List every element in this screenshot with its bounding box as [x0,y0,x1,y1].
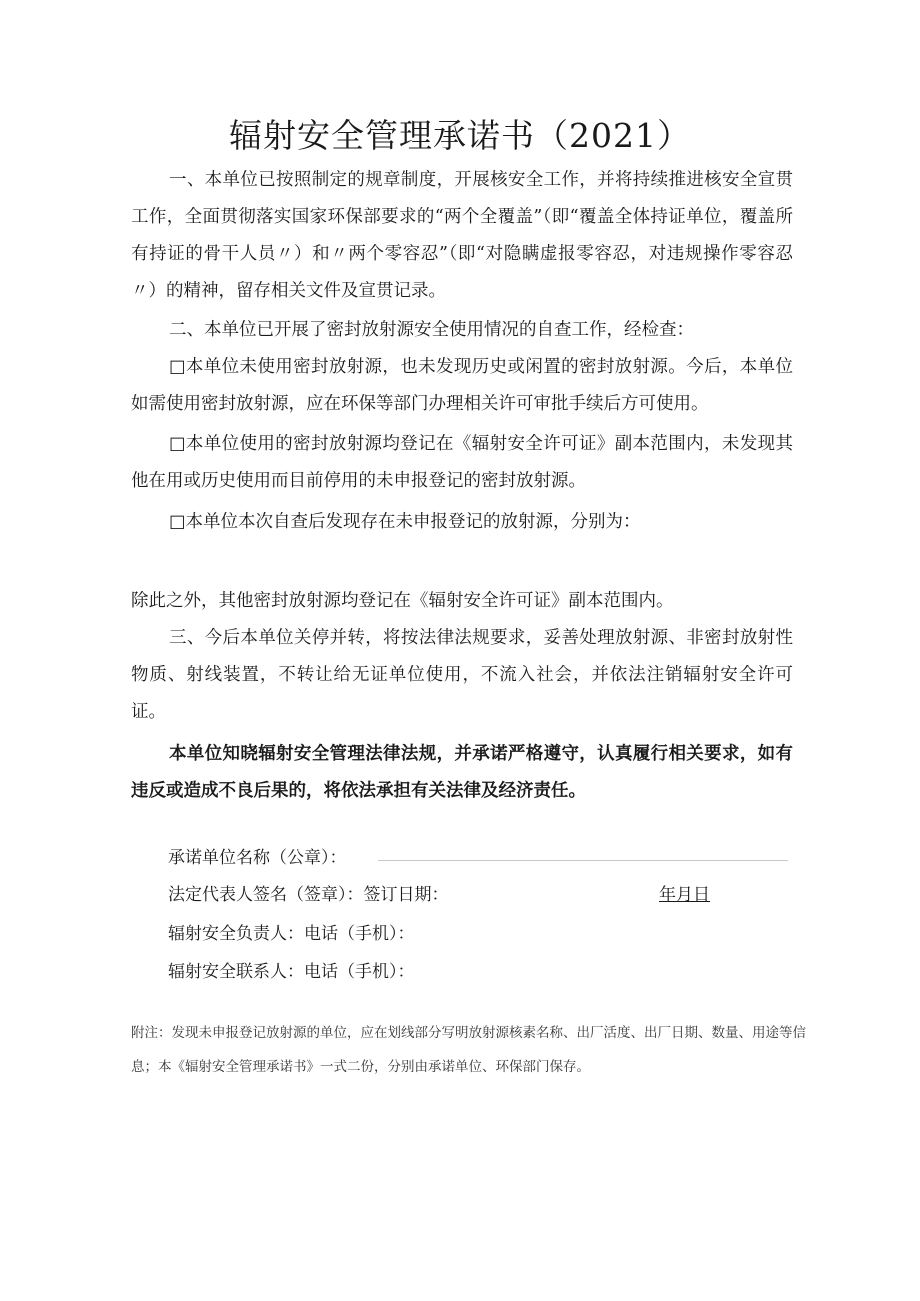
option-all-registered: □本单位使用的密封放射源均登记在《辐射安全许可证》副本范围内，未发现其他在用或历史使用而目前停用的未申报登记的密封放射源。 [131,434,793,491]
option-no-sealed-source: □本单位未使用密封放射源，也未发现历史或闲置的密封放射源。今后，本单位如需使用密封放射源，应在环保等部门办理相关许可审批手续后方可使用。 [131,357,793,414]
paragraph-1: 一、本单位已按照制定的规章制度，开展核安全工作，并将持续推进核安全宣贯工作，全面贯彻落实国家环保部要求的“两个全覆盖”（即“覆盖全体持证单位，覆盖所有持证的骨干人员〃）和〃两个零容忍”（即“对隐瞒虚报零容忍，对违规操作零容忍〃）的精神，留存相关文件及宣贯记录。 [131,170,793,301]
safety-contact-label: 辐射安全联系人：电话（手机）： [168,962,415,982]
paragraph-3: 三、今后本单位关停并转，将按法律法规要求，妥善处理放射源、非密封放射性物质、射线装置，不转让给无证单位使用，不流入社会，并依法注销辐射安全许可证。 [131,628,793,722]
unit-name-line[interactable] [378,860,788,861]
date-field[interactable]: 年月日 [659,885,710,905]
safety-officer-label: 辐射安全负责人：电话（手机）： [168,924,415,944]
except-paragraph: 除此之外，其他密封放射源均登记在《辐射安全许可证》副本范围内。 [131,591,674,611]
footnote: 附注：发现未申报登记放射源的单位，应在划线部分写明放射源核素名称、出厂活度、出厂日期、数量、用途等信息；本《辐射安全管理承诺书》一式二份，分别由承诺单位、环保部门保存。 [131,1025,806,1075]
legal-rep-label: 法定代表人签名（签章）：签订日期： [168,885,449,905]
unit-name-label: 承诺单位名称（公章）： [168,848,347,868]
document-title: 辐射安全管理承诺书（2021） [229,116,691,155]
commitment-statement: 本单位知晓辐射安全管理法律法规，并承诺严格遵守，认真履行相关要求，如有违反或造成不良后果的，将依法承担有关法律及经济责任。 [131,744,793,801]
paragraph-2: 二、本单位已开展了密封放射源安全使用情况的自查工作，经检查： [169,320,694,340]
option-unregistered-found: □本单位本次自查后发现存在未申报登记的放射源，分别为： [169,512,641,532]
